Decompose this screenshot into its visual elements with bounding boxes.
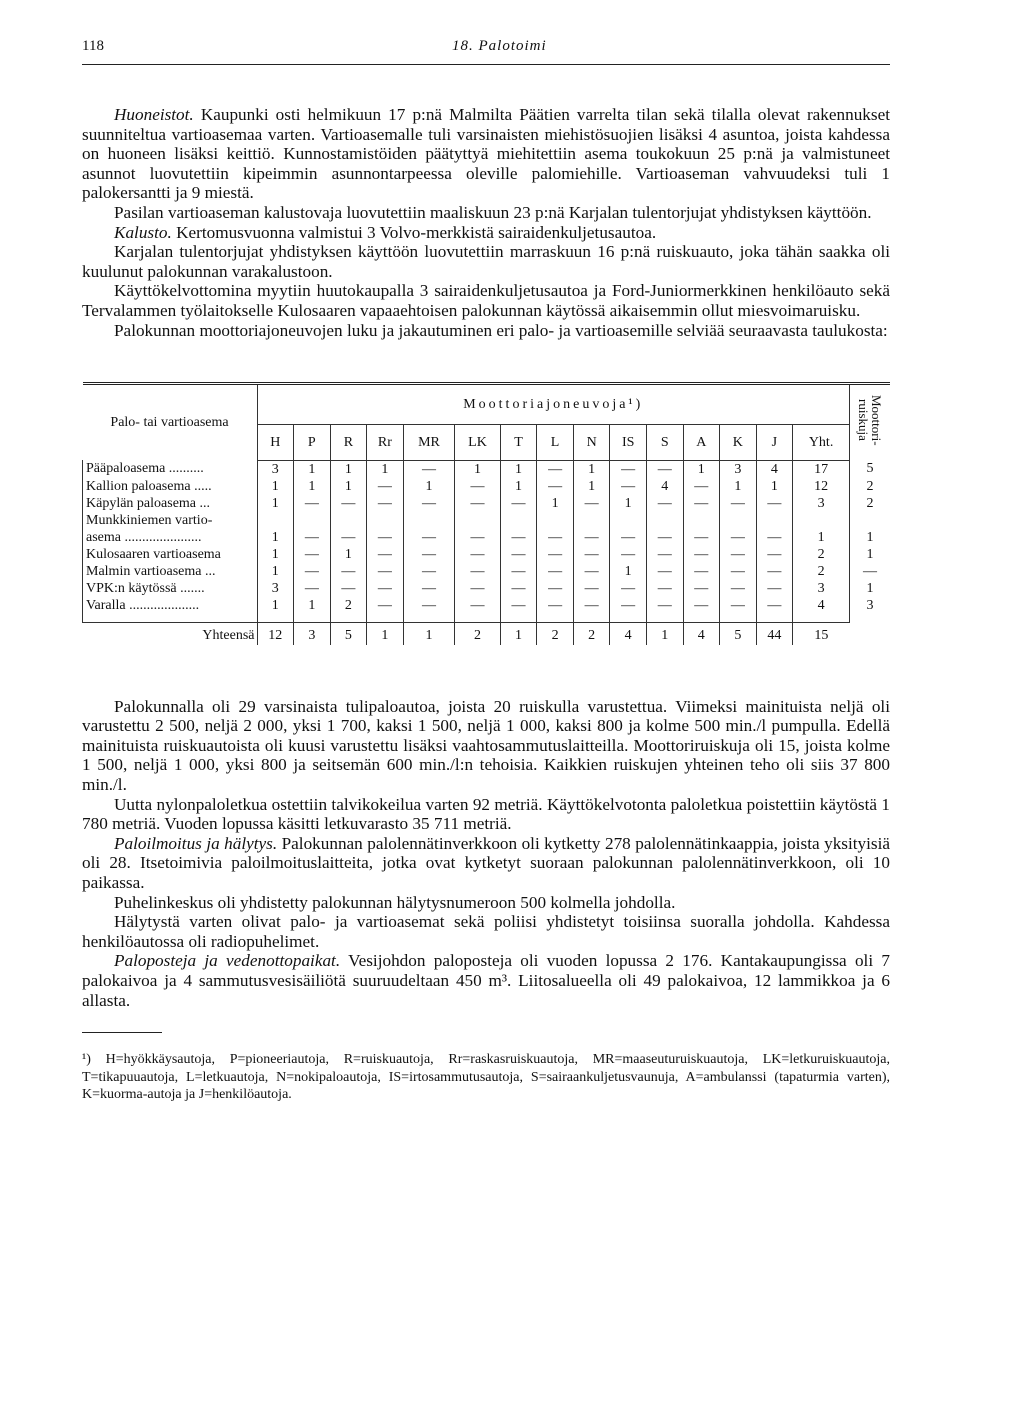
table-cell: — (537, 580, 574, 597)
table-cell: — (455, 563, 501, 580)
column-header: S (646, 424, 683, 460)
table-cell: — (294, 580, 331, 597)
table-cell: 1 (610, 563, 647, 580)
table-cell (367, 512, 404, 529)
paragraph-7: Palokunnalla oli 29 varsinaista tulipaloautoa, joista 20 ruiskulla varustettua. Viimeksi mainituista neljä oli varustettu 2 500, neljä 2 000, yksi 1 700, kaksi 1 500, neljä 1 000, kaksi 800 ja kolme 500 min./l pumpulla. Edellä mainituista ruiskuautoista oli kuusi varustettu lisäksi vaahtosammutuslaitteilla. Moottoriruiskuja oli 15, joista kolme 1 500, neljä 1 000, yksi 800 ja seitsemän 600 min./l:n tehoisia. Kaikkien ruiskujen yhteinen teho oli siis 37 800 min./l. (82, 696, 890, 794)
table-cell: — (455, 529, 501, 546)
table-cell: 1 (294, 597, 331, 614)
table-cell: 1 (720, 478, 757, 495)
table-cell: — (683, 563, 720, 580)
table-cell: 3 (793, 495, 850, 512)
column-header: L (537, 424, 574, 460)
document-page (82, 38, 890, 1104)
table-cell: — (610, 597, 647, 614)
table-cell: — (537, 597, 574, 614)
table-cell (257, 512, 294, 529)
total-cell: 1 (646, 622, 683, 645)
paragraph-8: Uutta nylonpaloletkua ostettiin talvikokeilua varten 92 metriä. Käyttökelvotonta paloletkua poistettiin käytöstä 1 780 metriä. Vuoden lopussa käsitti letkuvarasto 35 711 metriä. (82, 794, 890, 834)
paragraph-1: Kaupunki osti helmikuun 17 p:nä Malmilta Päätien varrelta tilan sekä tilalla olevat rakennukset suunniteltua vartioasemaa varten. Vartioasemalle tuli varsinaisten miehistösuojien lisäksi 4 asuntoa, joista kahdessa on huoneen lisäksi keittiö. Kunnostamistöiden päätyttyä miehitettiin asema toukokuun 25 p:nä ja valmistuneet asunnot luovutettiin kipeimmin asunnontarpeessa oleville palomiehille. Vartioaseman vahvuudeksi tuli 1 palokersantti ja 9 miestä. (82, 105, 890, 203)
table-cell (330, 512, 367, 529)
table-cell: — (683, 478, 720, 495)
table-cell: — (367, 546, 404, 563)
table-row (83, 512, 891, 529)
table-cell: — (537, 546, 574, 563)
table-cell: 1 (294, 460, 331, 478)
heading-kalusto: Kalusto. (114, 222, 172, 242)
table-cell: 1 (403, 478, 455, 495)
table-cell: — (573, 563, 610, 580)
table-row (83, 563, 891, 580)
heading-palopostit: Paloposteja ja vedenottopaikat. (114, 951, 341, 971)
station-name: Munkkiniemen vartio- (83, 512, 258, 529)
page-number: 118 (82, 38, 104, 54)
table-cell: 1 (367, 460, 404, 478)
table-cell: — (610, 460, 647, 478)
table-cell (537, 512, 574, 529)
table-cell: 4 (793, 597, 850, 614)
table-row (83, 546, 891, 563)
page-header (82, 38, 890, 62)
table-cell: — (367, 478, 404, 495)
table-cell: 1 (850, 546, 891, 563)
table-cell: — (330, 580, 367, 597)
table-cell (294, 512, 331, 529)
table-cell: 1 (257, 478, 294, 495)
table-row (83, 495, 891, 512)
column-header: R (330, 424, 367, 460)
table-cell: — (294, 546, 331, 563)
section-fire-trucks (82, 697, 890, 1011)
table-cell: 2 (850, 478, 891, 495)
station-name: VPK:n käytössä ....... (83, 580, 258, 597)
table-cell: 1 (793, 529, 850, 546)
table-cell: — (403, 580, 455, 597)
table-cell: 3 (793, 580, 850, 597)
pump-header: Moottori-ruiskuja (850, 384, 891, 461)
table-cell: — (537, 563, 574, 580)
table-cell: 1 (500, 460, 537, 478)
table-cell: — (500, 546, 537, 563)
table-cell (500, 512, 537, 529)
table-cell: 5 (850, 460, 891, 478)
table-cell: 4 (756, 460, 793, 478)
table-cell: 3 (720, 460, 757, 478)
footnote-rule (82, 1032, 162, 1033)
table-cell: — (646, 460, 683, 478)
table-cell: 1 (850, 529, 891, 546)
table-cell: — (683, 597, 720, 614)
table-cell: — (455, 495, 501, 512)
table-cell (455, 512, 501, 529)
table-cell: 1 (537, 495, 574, 512)
total-cell: 15 (793, 622, 850, 645)
table-cell: — (720, 529, 757, 546)
table-row (83, 529, 891, 546)
table-cell: — (537, 529, 574, 546)
paragraph-12: Vesijohdon paloposteja oli vuoden lopussa 2 176. Kantakaupungissa oli 7 palokaivoa ja 4 sammutusvesisäiliötä suuruudeltaan 450 m³. Liitosalueella oli 49 palokaivoa, 12 lammikkoa ja 6 allasta. (82, 951, 890, 1010)
station-name: Varalla .................... (83, 597, 258, 614)
table-cell: — (573, 495, 610, 512)
table-cell: — (455, 478, 501, 495)
total-cell: 1 (500, 622, 537, 645)
column-header: H (257, 424, 294, 460)
section-premises-equipment (82, 105, 890, 340)
table-cell: — (367, 529, 404, 546)
table-cell: — (403, 563, 455, 580)
table-cell (756, 512, 793, 529)
table-cell: — (330, 529, 367, 546)
table-cell (646, 512, 683, 529)
table-cell: 1 (610, 495, 647, 512)
table-cell: — (573, 580, 610, 597)
table-body (83, 460, 891, 645)
table-cell: — (455, 597, 501, 614)
table-cell: — (720, 597, 757, 614)
column-header: LK (455, 424, 501, 460)
paragraph-2: Pasilan vartioaseman kalustovaja luovutettiin maaliskuun 23 p:nä Karjalan tulentorjujat yhdistyksen käyttöön. (114, 202, 872, 222)
column-header: IS (610, 424, 647, 460)
column-header: Rr (367, 424, 404, 460)
table-cell (720, 512, 757, 529)
table-cell: 1 (756, 478, 793, 495)
table-cell: — (573, 546, 610, 563)
table-cell: — (330, 495, 367, 512)
table-cell (573, 512, 610, 529)
table-cell: — (610, 478, 647, 495)
table-cell: — (646, 597, 683, 614)
table-cell: — (756, 529, 793, 546)
table-cell: 4 (646, 478, 683, 495)
table-cell: — (500, 580, 537, 597)
total-cell: 4 (683, 622, 720, 645)
table-cell: — (683, 495, 720, 512)
paragraph-4: Karjalan tulentorjujat yhdistyksen käyttöön luovutettiin marraskuun 16 p:nä ruiskuauto, joka tähän saakka oli kuulunut palokunnan varakalustoon. (82, 242, 890, 281)
column-header: MR (403, 424, 455, 460)
table-cell: — (573, 597, 610, 614)
table-cell (403, 512, 455, 529)
table-cell (850, 512, 891, 529)
paragraph-9: Palokunnan palolennätinverkkoon oli kytketty 278 palolennätinkaappia, joista yksityisiä oli 28. Itsetoimivia paloilmoituslaitteita, jotka ovat kytketyt suoraan palokunnan palolennätinverkkoon, oli 10 paikassa. (82, 833, 890, 892)
column-header: A (683, 424, 720, 460)
table-row (83, 460, 891, 478)
table-cell: 1 (850, 580, 891, 597)
table-cell: 12 (793, 478, 850, 495)
table-cell: 1 (257, 529, 294, 546)
total-cell: 1 (403, 622, 455, 645)
table-cell: — (294, 495, 331, 512)
table-cell: — (500, 563, 537, 580)
table-cell: — (367, 597, 404, 614)
table-cell: 1 (330, 478, 367, 495)
station-name: Malmin vartioasema ... (83, 563, 258, 580)
station-header: Palo- tai vartioasema (110, 415, 229, 431)
table-cell: — (403, 495, 455, 512)
table-cell: — (330, 563, 367, 580)
table-cell: — (756, 563, 793, 580)
running-title: 18. Palotoimi (452, 38, 547, 54)
heading-paloilmoitus: Paloilmoitus ja hälytys. (114, 833, 278, 853)
paragraph-10: Puhelinkeskus oli yhdistetty palokunnan hälytysnumeroon 500 kolmella johdolla. (114, 892, 676, 912)
table-cell: 1 (330, 460, 367, 478)
table-cell: — (537, 478, 574, 495)
table-cell: — (294, 563, 331, 580)
table-cell: — (500, 495, 537, 512)
table-cell: — (683, 546, 720, 563)
table-cell: — (720, 546, 757, 563)
column-header: Yht. (793, 424, 850, 460)
table-cell: 2 (330, 597, 367, 614)
table-cell: — (646, 529, 683, 546)
table-cell: — (720, 563, 757, 580)
table-cell: — (403, 546, 455, 563)
table-cell: — (500, 597, 537, 614)
total-cell: 3 (294, 622, 331, 645)
table-cell: — (720, 495, 757, 512)
station-name: Kallion paloasema ..... (83, 478, 258, 495)
table-cell: 1 (257, 546, 294, 563)
station-name: Kulosaaren vartioasema (83, 546, 258, 563)
table-row (83, 597, 891, 614)
table-cell: — (756, 597, 793, 614)
total-cell: 2 (455, 622, 501, 645)
paragraph-11: Hälytystä varten olivat palo- ja vartioasemat sekä poliisi yhdistetyt toisiinsa suoralla johdolla. Kahdessa henkilöautossa oli radiopuhelimet. (82, 912, 890, 951)
table-cell: — (756, 580, 793, 597)
total-cell: 4 (610, 622, 647, 645)
table-cell: 1 (257, 495, 294, 512)
table-cell: — (403, 597, 455, 614)
table-cell (683, 512, 720, 529)
table-cell: 1 (257, 597, 294, 614)
table-cell: 1 (294, 478, 331, 495)
table-cell: — (646, 546, 683, 563)
table-cell: — (573, 529, 610, 546)
heading-huoneistot: Huoneistot. (114, 105, 194, 124)
table-cell: 1 (257, 563, 294, 580)
table-cell: — (850, 563, 891, 580)
total-cell: 1 (367, 622, 404, 645)
table-cell: 2 (793, 563, 850, 580)
table-row (83, 580, 891, 597)
table-cell: — (683, 529, 720, 546)
paragraph-5: Käyttökelvottomina myytiin huutokaupalla 3 sairaidenkuljetusautoa ja Ford-Juniormerkkinen henkilöauto sekä Tervalammen työlaitokselle Kulosaaren vapaaehtoisen palokunnan käytössä aikaisemmin ollut miesvoimaruisku. (82, 281, 890, 320)
table-cell: 1 (683, 460, 720, 478)
table-cell (793, 512, 850, 529)
table-cell: — (367, 495, 404, 512)
total-cell: 12 (257, 622, 294, 645)
table-cell: — (367, 580, 404, 597)
total-cell: 2 (573, 622, 610, 645)
table-cell: — (610, 580, 647, 597)
header-rule (82, 64, 890, 65)
vehicle-table (82, 382, 890, 645)
table-cell: — (756, 495, 793, 512)
table-cell: 3 (850, 597, 891, 614)
table-cell: — (500, 529, 537, 546)
table-cell: — (610, 529, 647, 546)
table-cell: — (683, 580, 720, 597)
paragraph-3: Kertomusvuonna valmistui 3 Volvo-merkkistä sairaidenkuljetusautoa. (171, 222, 657, 242)
table-cell: 17 (793, 460, 850, 478)
column-header: P (294, 424, 331, 460)
vehicle-group-header: Moottoriajoneuvoja¹) (257, 384, 850, 425)
total-cell: 5 (720, 622, 757, 645)
table-cell: 1 (455, 460, 501, 478)
table-cell: — (455, 580, 501, 597)
table-cell: 3 (257, 460, 294, 478)
table-cell: — (720, 580, 757, 597)
table-cell (610, 512, 647, 529)
total-row (83, 622, 891, 645)
column-header: T (500, 424, 537, 460)
table-cell: — (537, 460, 574, 478)
total-cell: 2 (537, 622, 574, 645)
table-cell: 1 (573, 478, 610, 495)
table-cell: — (646, 580, 683, 597)
table-cell: — (610, 546, 647, 563)
table-cell: 3 (257, 580, 294, 597)
column-header: K (720, 424, 757, 460)
total-cell: 5 (330, 622, 367, 645)
table-cell: 2 (793, 546, 850, 563)
column-header: N (573, 424, 610, 460)
station-name: asema ...................... (83, 529, 258, 546)
table-cell: — (646, 563, 683, 580)
station-name: Pääpaloasema .......... (83, 460, 258, 478)
footnote: ¹) H=hyökkäysautoja, P=pioneeriautoja, R=ruiskuautoja, Rr=raskasruiskuautoja, MR=maaseuturuiskuautoja, LK=letkuruiskuautoja, T=tikapuuautoja, L=letkuautoja, N=nokipaloautoja, IS=irtosammutusautoja, S=sairaankuljetusvaunuja, A=ambulanssi (tapaturmia varten), K=kuorma-autoja ja J=henkilöautoja. (82, 1052, 890, 1103)
table-row (83, 478, 891, 495)
total-cell: 44 (756, 622, 793, 645)
table-cell: — (756, 546, 793, 563)
table-cell: 1 (500, 478, 537, 495)
station-name: Käpylän paloasema ... (83, 495, 258, 512)
table-cell: 1 (330, 546, 367, 563)
table-cell: — (403, 529, 455, 546)
table-cell: 2 (850, 495, 891, 512)
table-cell: — (294, 529, 331, 546)
table-cell: — (455, 546, 501, 563)
table-cell: 1 (573, 460, 610, 478)
total-label: Yhteensä (83, 622, 258, 645)
table-cell: — (403, 460, 455, 478)
table-cell: — (646, 495, 683, 512)
table-cell: — (367, 563, 404, 580)
paragraph-6: Palokunnan moottoriajoneuvojen luku ja jakautuminen eri palo- ja vartioasemille selviää seuraavasta taulukosta: (114, 320, 888, 340)
column-header: J (756, 424, 793, 460)
